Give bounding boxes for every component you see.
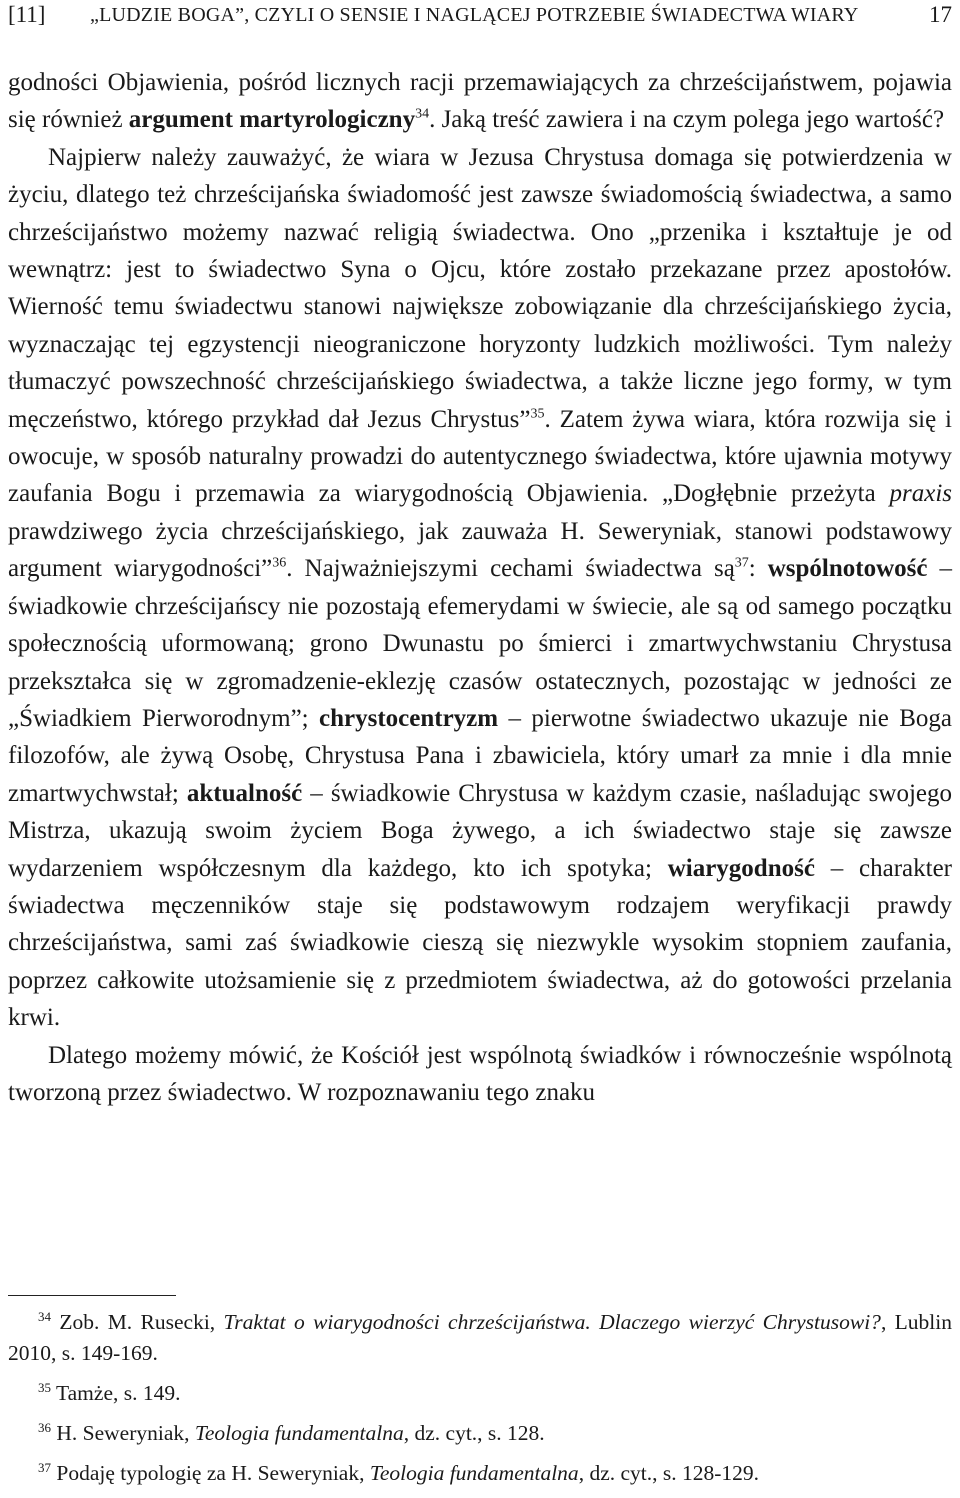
running-header (8, 2, 952, 36)
bold-term-wiarygodnosc: wiarygodność (667, 854, 815, 882)
footnote-number: 35 (38, 1379, 51, 1395)
text-run: : (748, 555, 768, 583)
paragraph-3: Dlatego możemy mówić, że Kościół jest wspólnotą świadków i równocześnie wspólnotą tworzoną przez świadectwo. W rozpoznawaniu tego znaku (8, 1041, 952, 1106)
text-run: – świadkowie chrześcijańscy nie pozostają efemerydami w świecie, ale są od samego początku społecznością uformowaną; grono Dwunastu po śmierci i zmartwychwstaniu Chrystusa przekształca się w zgromadzenie-eklezję czasów ostatecznych, pozostając w jedności ze „Świadkiem Pierworodnym”; (8, 555, 953, 732)
running-title: „LUDZIE BOGA”, CZYLI O SENSIE I NAGLĄCEJ POTRZEBIE ŚWIADECTWA WIARY (90, 4, 859, 26)
italic-praxis: praxis (889, 480, 952, 508)
footnote-ref-35[interactable]: 35 (530, 406, 545, 422)
bold-term-chrystocentryzm: chrystocentryzm (319, 704, 499, 732)
footnote-separator (8, 1295, 176, 1296)
main-text (8, 64, 952, 1111)
paragraph-1 (8, 64, 952, 139)
footnote-title: Traktat o wiarygodności chrześcijaństwa. Dlaczego wierzyć Chrystusowi? (223, 1310, 881, 1334)
paragraph-2 (8, 139, 952, 1037)
footnote-text: H. Seweryniak, (56, 1421, 195, 1445)
bold-term-aktualnosc: aktualność (186, 779, 303, 807)
section-number: [11] (8, 2, 46, 27)
text-run: godności Objawienia, pośród licznych racji przemawiających za chrześcijaństwem, pojawia się również (8, 69, 952, 134)
text-run: . Jaką treść zawiera i na czym polega jego wartość? (429, 106, 945, 134)
text-run: – świadkowie Chrystusa w każdym czasie, naśladując swojego Mistrza, ukazują swoim życiem Boga żywego, a ich świadectwo staje się zawsze wydarzeniem współczesnym dla każdego, kto ich spotyka; (8, 779, 952, 882)
footnote-text: Zob. M. Rusecki, (59, 1310, 224, 1334)
footnote-ref-36[interactable]: 36 (272, 555, 287, 571)
footnote-title: Teologia fundamentalna (369, 1461, 579, 1485)
footnote-number: 34 (38, 1308, 51, 1324)
text-run: – charakter świadectwa męczenników staje się podstawowym rodzajem weryfikacji prawdy chrześcijaństwa, sami zaś świadkowie cieszą się niezwykle wysokim stopniem zaufania, poprzez całkowite utożsamienie się z przedmiotem świadectwa, aż do gotowości przelania krwi. (8, 854, 952, 1032)
footnote-36 (8, 1418, 952, 1449)
footnote-text: , dz. cyt., s. 128. (403, 1421, 545, 1445)
bold-term-wspolnotowosc: wspólnotowość (767, 555, 928, 583)
text-run: Najpierw należy zauważyć, że wiara w Jezusa Chrystusa domaga się potwierdzenia w życiu, dlatego też chrześcijańska świadomość jest zawsze świadomością świadectwa, a samo chrześcijaństwo możemy nazwać religią świadectwa. Ono „przenika i kształtuje je od wewnątrz: jest to świadectwo Syna o Ojcu, które zostało przekazane przez apostołów. Wierność temu świadectwu stanowi największe zobowiązanie dla chrześcijańskiego życia, wyznaczając tej egzystencji nieograniczone horyzonty ludzkich możliwości. Tym należy tłumaczyć powszechność chrześcijańskiego świadectwa, a także liczne jego formy, w tym męczeństwo, którego przykład dał Jezus Chrystus” (8, 143, 952, 433)
text-run: – pierwotne świadectwo ukazuje nie Boga filozofów, ale żywą Osobę, Chrystusa Pana i zbawiciela, który umarł za mnie i dla mnie zmartwychwstał; (8, 704, 952, 807)
text-run: . Zatem żywa wiara, która rozwija się i owocuje, w sposób naturalny prowadzi do autentycznego świadectwa, które ujawnia motywy zaufania Bogu i przemawia za wiarygodnością Objawienia. „Dogłębnie przeżyta (8, 405, 952, 508)
footnote-text: , dz. cyt., s. 128-129. (578, 1461, 760, 1485)
footnote-title: Teologia fundamentalna (194, 1421, 404, 1445)
footnotes (8, 1307, 952, 1498)
footnote-text: Podaję typologię za H. Seweryniak, (56, 1461, 370, 1485)
bold-term-argument: argument martyrologiczny (128, 106, 416, 134)
footnote-text: Tamże, s. 149. (56, 1381, 181, 1405)
footnote-text: , Lublin 2010, s. 149-169. (8, 1310, 952, 1365)
text-run: prawdziwego życia chrześcijańskiego, jak zauważa H. Seweryniak, stanowi podstawowy argument wiarygodności” (8, 517, 952, 583)
text-run: . Najważniejszymi cechami świadectwa są (286, 555, 735, 583)
page-number: 17 (929, 2, 952, 27)
footnote-number: 37 (38, 1459, 51, 1475)
footnote-ref-37[interactable]: 37 (734, 555, 749, 571)
footnote-35 (8, 1378, 952, 1409)
footnote-number: 36 (38, 1419, 51, 1435)
footnote-ref-34[interactable]: 34 (415, 107, 430, 123)
footnote-37 (8, 1458, 952, 1489)
footnote-34 (8, 1307, 952, 1369)
